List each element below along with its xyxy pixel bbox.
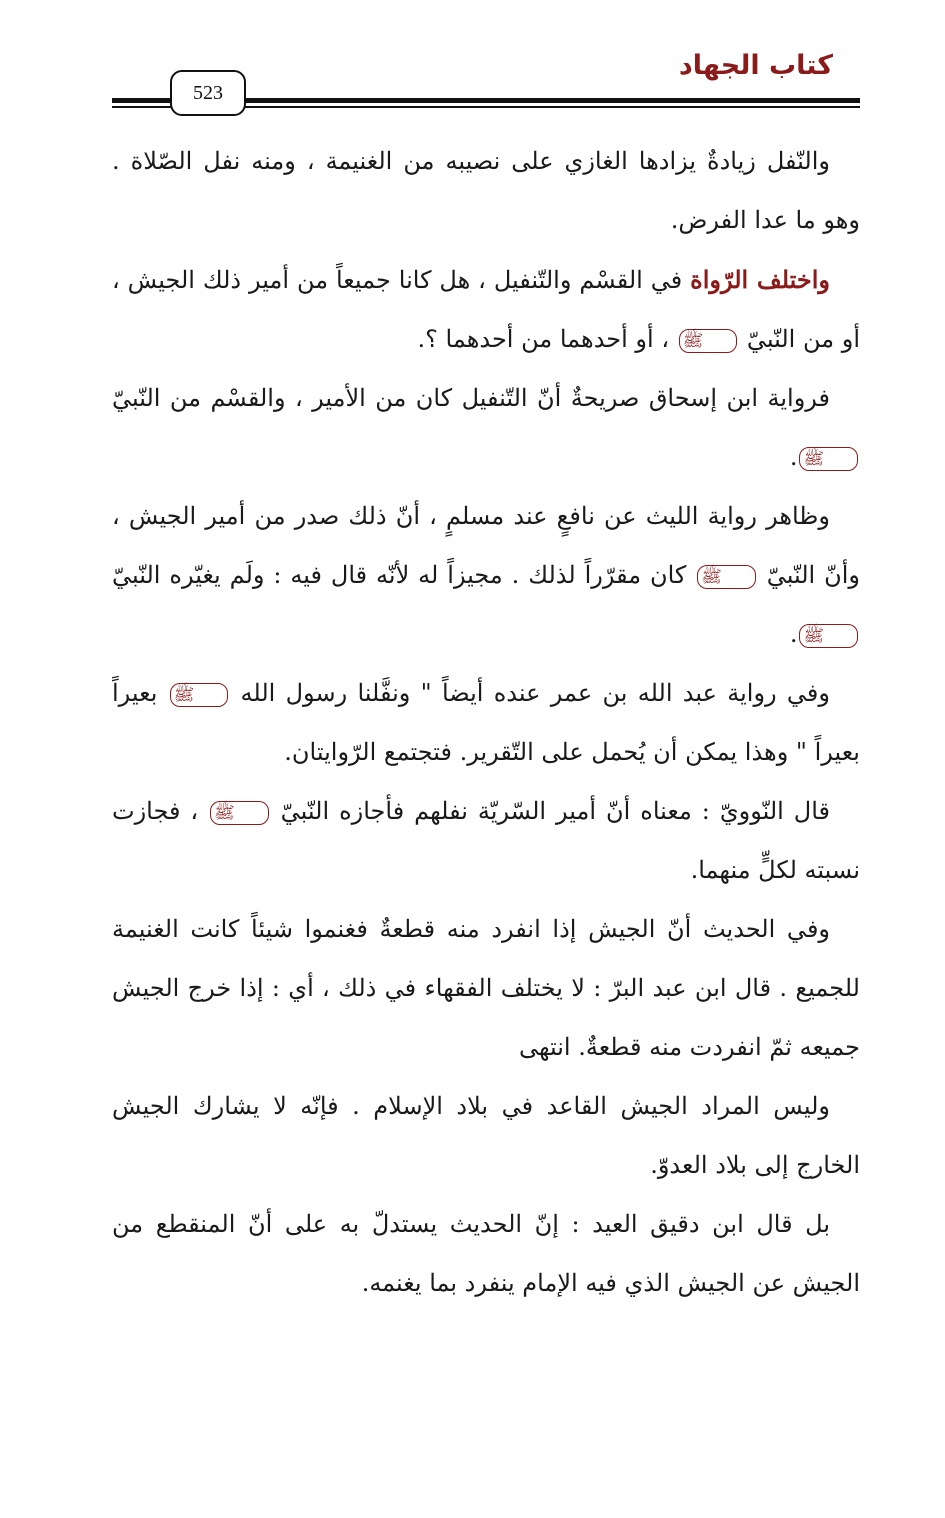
paragraph-text: . [789,443,798,471]
page-body [112,132,860,1313]
paragraph-text: بعيراً بعيراً " وهذا يمكن أن يُحمل على التّقرير. فتجتمع الرّوايتان. [112,679,860,766]
paragraph-1 [112,132,860,250]
paragraph-lead: واختلف الرّواة [690,265,830,294]
salla-symbol: ﷺ [799,447,858,471]
paragraph-5 [112,664,860,782]
salla-symbol: ﷺ [170,683,229,707]
paragraph-text: وظاهر رواية الليث عن نافعٍ عند مسلمٍ ، أنّ ذلك صدر من أمير الجيش ، وأنّ النّبيّ [112,502,861,589]
paragraph-4 [112,487,860,664]
paragraph-6 [112,782,860,900]
paragraph-text: . [789,620,798,648]
paragraph-text: قال النّوويّ : معناه أنّ أمير السّريّة نفلهم فأجازه النّبيّ [270,797,830,825]
paragraph-text: وفي الحديث أنّ الجيش إذا انفرد منه قطعةٌ فغنموا شيئاً كانت الغنيمة للجميع . قال ابن عبد البرّ : لا يختلف الفقهاء في ذلك ، أي : إذا خرج الجيش جميعه ثمّ انفردت منه قطعةٌ. انتهى [112,915,860,1061]
paragraph-text: والنّفل زيادةٌ يزادها الغازي على نصيبه من الغنيمة ، ومنه نفل الصّلاة . وهو ما عدا الفرض. [112,147,860,234]
paragraph-7 [112,900,860,1077]
paragraph-text: بل قال ابن دقيق العيد : إنّ الحديث يستدلّ به على أنّ المنقطع من الجيش عن الجيش الذي فيه الإمام ينفرد بما يغنمه. [112,1210,860,1297]
paragraph-text: وليس المراد الجيش القاعد في بلاد الإسلام . فإنّه لا يشارك الجيش الخارج إلى بلاد العدوّ. [112,1092,860,1179]
paragraph-3 [112,369,860,487]
page-number: 523 [170,70,246,116]
paragraph-text: وفي رواية عبد الله بن عمر عنده أيضاً " ونفَّلنا رسول الله [230,679,830,707]
paragraph-text: فرواية ابن إسحاق صريحةٌ أنّ التّنفيل كان من الأمير ، والقسْم من النّبيّ [112,384,830,412]
book-title: كتاب الجهاد [678,50,833,81]
salla-symbol: ﷺ [210,801,269,825]
salla-symbol: ﷺ [799,624,858,648]
paragraph-text: ، فجازت نسبته لكلٍّ منهما. [112,797,860,884]
paragraph-text: في القسْم والتّنفيل ، هل كانا جميعاً من أمير ذلك الجيش ، أو من النّبيّ [112,266,860,353]
paragraph-text: ، أو أحدهما من أحدهما ؟. [417,325,677,353]
paragraph-9 [112,1195,860,1313]
salla-symbol: ﷺ [697,565,756,589]
paragraph-2 [112,250,860,369]
paragraph-8 [112,1077,860,1195]
salla-symbol: ﷺ [679,329,738,353]
paragraph-text: كان مقرّراً لذلك . مجيزاً له لأنّه قال فيه : ولَم يغيّره النّبيّ [112,561,696,589]
